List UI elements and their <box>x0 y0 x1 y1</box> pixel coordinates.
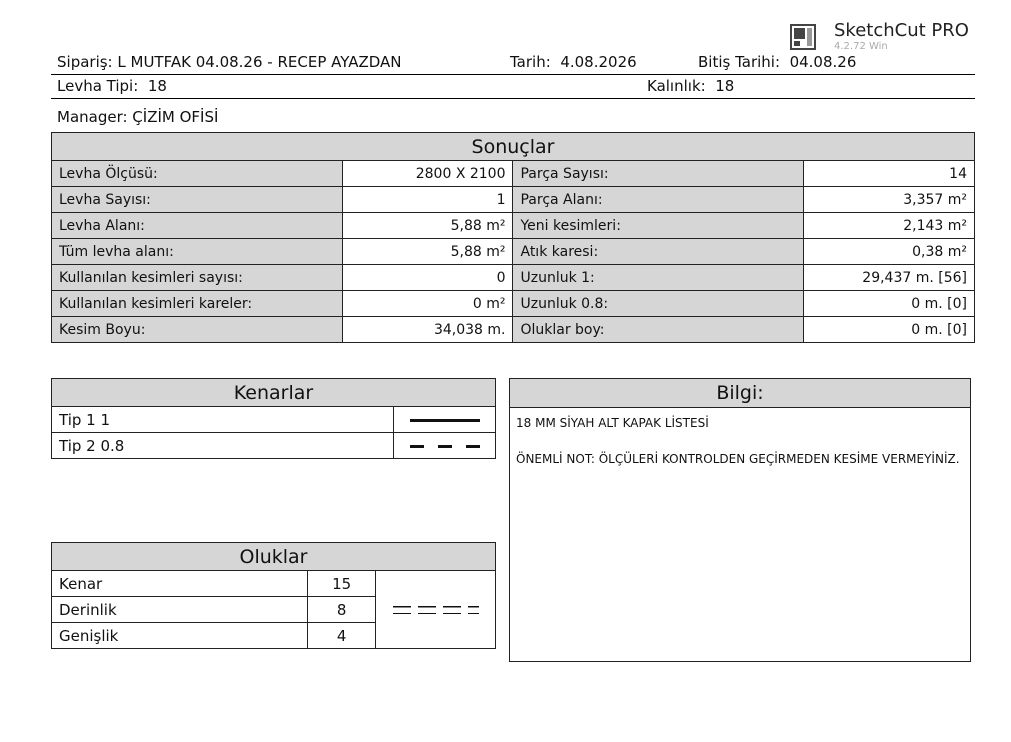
table-row: Tüm levha alanı: 5,88 m² Atık karesi: 0,38 m² <box>52 239 975 265</box>
table-row: Tip 2 0.8 <box>52 433 496 459</box>
table-row: Levha Alanı: 5,88 m² Yeni kesimleri: 2,143 m² <box>52 213 975 239</box>
dashed-line-icon <box>410 445 480 448</box>
groove-line-icon <box>393 606 479 614</box>
end-date-field: Bitiş Tarihi: 04.08.26 <box>698 53 857 71</box>
table-row: Genişlik 4 <box>52 623 496 649</box>
date-value: 4.08.2026 <box>560 53 637 71</box>
divider <box>51 98 975 99</box>
table-row: Kullanılan kesimleri kareler: 0 m² Uzunluk 0.8: 0 m. [0] <box>52 291 975 317</box>
table-row: Tip 1 1 <box>52 407 496 433</box>
table-row: Kesim Boyu: 34,038 m. Oluklar boy: 0 m. [0] <box>52 317 975 343</box>
end-date-value: 04.08.26 <box>789 53 857 71</box>
solid-line-icon <box>410 419 480 422</box>
results-table <box>51 132 975 343</box>
manager-label: Manager: ÇİZİM OFİSİ <box>57 108 219 126</box>
sheet-type-field: Levha Tipi: 18 <box>57 77 167 95</box>
info-note: ÖNEMLİ NOT: ÖLÇÜLERİ KONTROLDEN GEÇİRMEDEN KESİME VERMEYİNİZ. <box>516 452 960 466</box>
grooves-table <box>51 542 496 649</box>
app-version: 4.2.72 Win <box>834 41 888 52</box>
date-field: Tarih: 4.08.2026 <box>510 53 637 71</box>
sketchcut-logo-icon <box>790 24 816 50</box>
app-name: SketchCut PRO <box>834 20 969 41</box>
sheet-type-value: 18 <box>147 77 167 95</box>
table-row: Kenar 15 <box>52 571 496 597</box>
info-line: 18 MM SİYAH ALT KAPAK LİSTESİ <box>516 416 709 430</box>
thickness-value: 18 <box>715 77 735 95</box>
table-row: Levha Ölçüsü: 2800 X 2100 Parça Sayısı: 14 <box>52 161 975 187</box>
table-row: Derinlik 8 <box>52 597 496 623</box>
divider <box>51 74 975 75</box>
order-field: Sipariş: L MUTFAK 04.08.26 - RECEP AYAZDAN <box>57 53 402 71</box>
results-title: Sonuçlar <box>52 133 975 161</box>
table-row: Levha Sayısı: 1 Parça Alanı: 3,357 m² <box>52 187 975 213</box>
edges-title: Kenarlar <box>52 379 496 407</box>
info-box <box>509 378 971 662</box>
edges-table <box>51 378 496 459</box>
grooves-title: Oluklar <box>52 543 496 571</box>
info-title: Bilgi: <box>510 379 970 408</box>
table-row: Kullanılan kesimleri sayısı: 0 Uzunluk 1: 29,437 m. [56] <box>52 265 975 291</box>
brand <box>790 20 1010 56</box>
thickness-field: Kalınlık: 18 <box>647 77 735 95</box>
order-value: L MUTFAK 04.08.26 - RECEP AYAZDAN <box>117 53 402 71</box>
